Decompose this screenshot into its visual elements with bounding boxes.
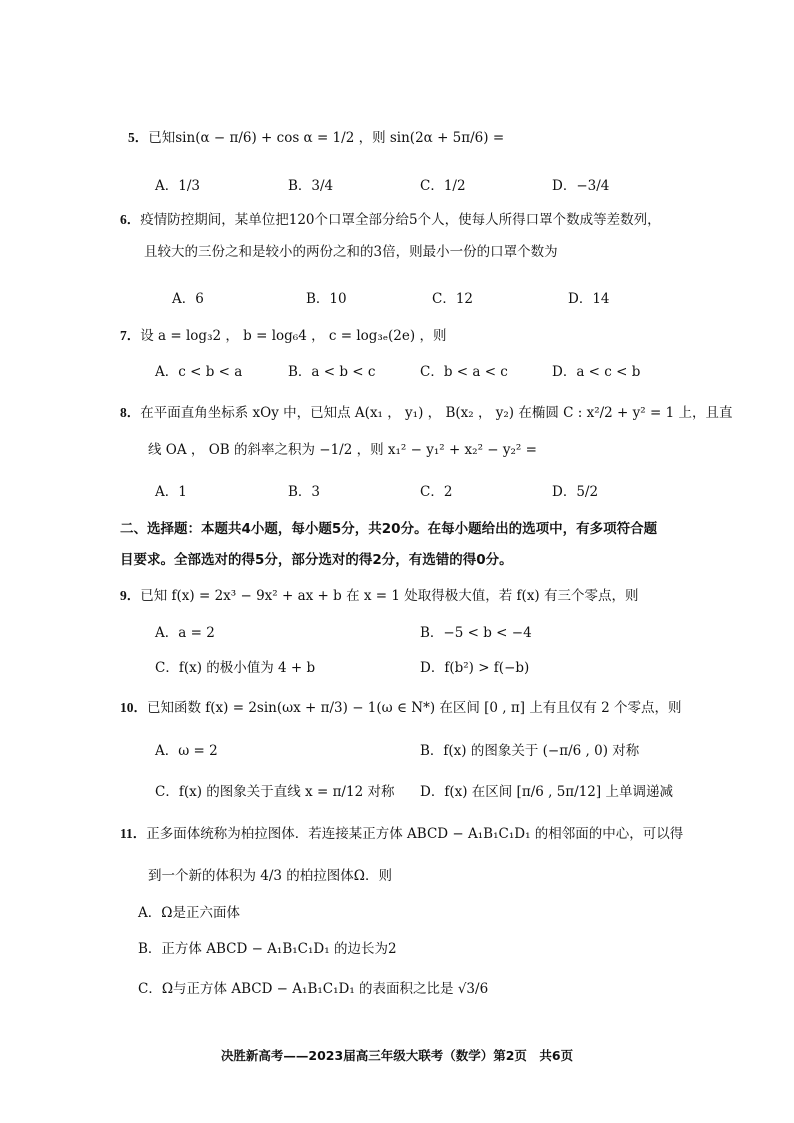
q7-option-d: D．a < c < b xyxy=(552,364,641,380)
q11-option-c: C．Ω与正方体 ABCD − A₁B₁C₁D₁ 的表面积之比是 √3/6 xyxy=(138,981,489,997)
q7-option-a: A．c < b < a xyxy=(155,364,243,380)
q7-stem xyxy=(120,326,446,346)
q11-option-b: B．正方体 ABCD − A₁B₁C₁D₁ 的边长为2 xyxy=(138,941,397,957)
section2-line1: 二、选择题：本题共4小题，每小题5分，共20分。在每小题给出的选项中，有多项符合题 xyxy=(120,521,658,537)
q11-line2: 到一个新的体积为 4/3 的柏拉图体Ω．则 xyxy=(148,868,393,884)
q9-option-a: A．a = 2 xyxy=(155,625,215,641)
q11-text-line1: 正多面体统称为柏拉图体．若连接某正方体 ABCD − A₁B₁C₁D₁ 的相邻面的中心，可以得 xyxy=(146,826,684,842)
q9-text: 已知 f(x) = 2x³ − 9x² + ax + b 在 x = 1 处取得极大值，若 f(x) 有三个零点，则 xyxy=(140,588,639,604)
q8-option-c: C．2 xyxy=(420,484,453,500)
q8-number: 8． xyxy=(120,405,141,420)
section2-line2: 目要求。全部选对的得5分，部分选对的得2分，有选错的得0分。 xyxy=(120,552,513,568)
q9-option-d: D．f(b²) > f(−b) xyxy=(420,660,530,676)
q6-number: 6． xyxy=(120,212,141,227)
q11-number: 11． xyxy=(120,826,147,841)
q10-option-b: B．f(x) 的图象关于 (−π/6 , 0) 对称 xyxy=(420,743,640,759)
q8-text-line1: 在平面直角坐标系 xOy 中，已知点 A(x₁ ， y₁) ， B(x₂ ， y₂) 在椭圆 C : x²/2 + y² = 1 上，且直 xyxy=(140,405,733,421)
q11-line1 xyxy=(120,824,683,844)
q5-number: 5． xyxy=(128,130,149,145)
q6-text-line1: 疫情防控期间，某单位把120个口罩全部分给5个人，使每人所得口罩个数成等差数列， xyxy=(140,212,661,228)
q9-option-b: B．−5 < b < −4 xyxy=(420,625,532,641)
q5-option-b: B．3/4 xyxy=(288,178,334,194)
q10-option-d: D．f(x) 在区间 [π/6 , 5π/12] 上单调递减 xyxy=(420,784,673,800)
q6-line1 xyxy=(120,210,661,230)
q8-option-a: A．1 xyxy=(155,484,187,500)
q9-stem xyxy=(120,586,639,606)
q10-option-a: A．ω = 2 xyxy=(155,743,218,759)
q8-line2: 线 OA ， OB 的斜率之积为 −1/2 ，则 x₁² − y₁² + x₂² − y₂² = xyxy=(148,442,537,458)
q10-text: 已知函数 f(x) = 2sin(ωx + π/3) − 1(ω ∈ N*) 在区间 [0 , π] 上有且仅有 2 个零点，则 xyxy=(147,700,682,716)
q6-option-c: C．12 xyxy=(432,291,474,307)
q7-option-b: B．a < b < c xyxy=(288,364,376,380)
q8-option-b: B．3 xyxy=(288,484,321,500)
q10-option-c: C．f(x) 的图象关于直线 x = π/12 对称 xyxy=(155,784,395,800)
q10-number: 10． xyxy=(120,700,147,715)
q6-option-a: A．6 xyxy=(172,291,204,307)
q5-option-a: A．1/3 xyxy=(155,178,200,194)
q8-line1 xyxy=(120,403,732,423)
q9-option-c: C．f(x) 的极小值为 4 + b xyxy=(155,660,316,676)
q7-option-c: C．b < a < c xyxy=(420,364,508,380)
q5-option-c: C．1/2 xyxy=(420,178,466,194)
q11-option-a: A．Ω是正六面体 xyxy=(138,905,240,921)
q6-option-d: D．14 xyxy=(568,291,610,307)
q7-text: 设 a = log₃2 ， b = log₆4 ， c = log₃ₑ(2e) ，则 xyxy=(140,328,447,344)
q10-stem xyxy=(120,698,682,718)
q5-stem xyxy=(128,128,504,148)
q6-line2: 且较大的三份之和是较小的两份之和的3倍，则最小一份的口罩个数为 xyxy=(144,244,558,260)
q8-option-d: D．5/2 xyxy=(552,484,599,500)
q5-text: 已知sin(α − π/6) + cos α = 1/2 ，则 sin(2α + 5π/6) = xyxy=(148,130,505,146)
q7-number: 7． xyxy=(120,328,141,343)
q5-option-d: D．−3/4 xyxy=(552,178,610,194)
q6-option-b: B．10 xyxy=(306,291,347,307)
q9-number: 9． xyxy=(120,588,141,603)
page-footer: 决胜新高考——2023届高三年级大联考（数学）第2页 共6页 xyxy=(220,1048,574,1063)
